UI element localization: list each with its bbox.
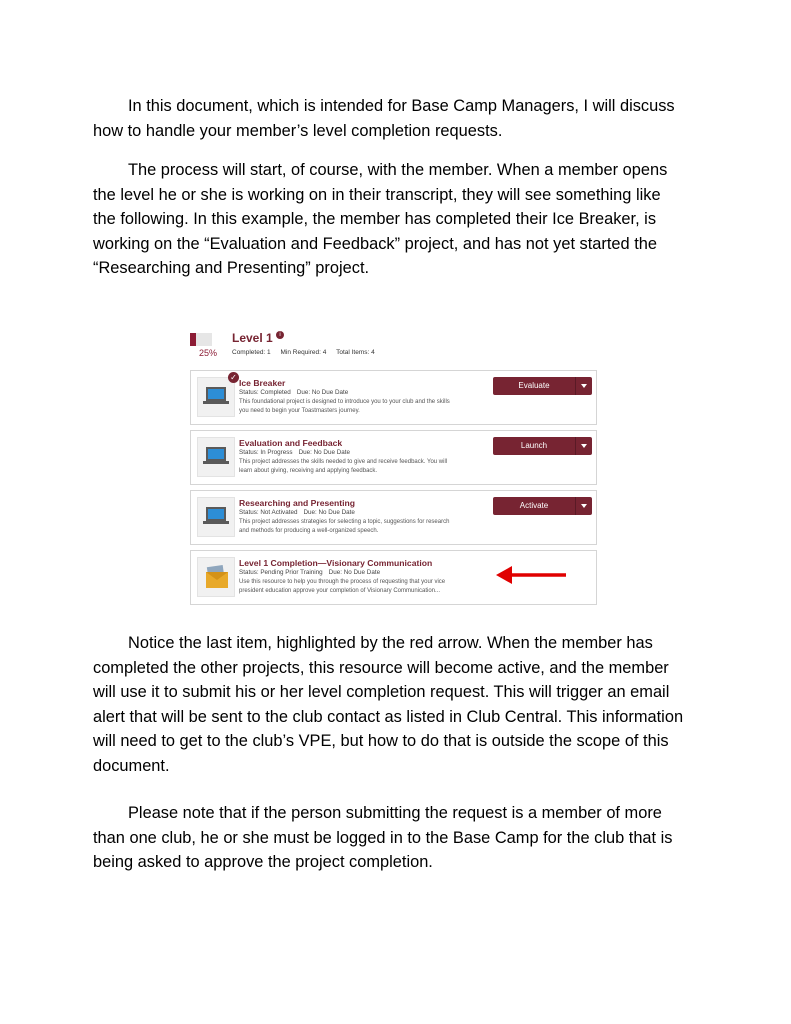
level-stats — [232, 349, 383, 356]
project-card-ice-breaker[interactable] — [190, 370, 597, 425]
launch-button[interactable] — [493, 437, 592, 455]
text-line: Please note that if the person submitting the request is a member of more — [128, 804, 662, 822]
laptop-icon — [197, 377, 235, 417]
check-icon: ✓ — [228, 372, 239, 383]
project-description — [239, 458, 484, 475]
project-status — [239, 509, 355, 516]
desc-line: This project addresses the skills needed to give and receive feedback. You will — [239, 459, 448, 465]
text-line: working on the “Evaluation and Feedback” project, and has not yet started the — [93, 234, 657, 253]
chevron-down-icon[interactable] — [581, 444, 587, 448]
paragraph-note — [93, 801, 713, 875]
status-text: Status: Pending Prior Training — [239, 569, 323, 576]
info-icon[interactable]: i — [276, 331, 284, 339]
chevron-down-icon[interactable] — [581, 504, 587, 508]
desc-line: This foundational project is designed to introduce you to your club and the skills — [239, 399, 450, 405]
button-label: Activate — [519, 501, 549, 510]
project-description — [239, 518, 484, 535]
due-text: Due: No Due Date — [303, 509, 355, 516]
evaluate-button[interactable] — [493, 377, 592, 395]
progress-bar — [190, 333, 212, 346]
project-description — [239, 398, 484, 415]
chevron-down-icon[interactable] — [581, 384, 587, 388]
desc-line: and methods for producing a well-organized speech. — [239, 527, 379, 534]
progress-fill — [190, 333, 196, 346]
desc-line: president education approve your completion of Visionary Communication... — [239, 587, 440, 594]
level-title: Level 1 — [232, 331, 273, 345]
due-text: Due: No Due Date — [298, 449, 351, 456]
project-status — [239, 569, 380, 576]
due-text: Due: No Due Date — [296, 389, 349, 396]
project-status — [239, 449, 350, 456]
text-line: The process will start, of course, with the member. When a member opens — [128, 161, 668, 179]
paragraph-intro — [93, 94, 713, 143]
laptop-icon — [197, 497, 235, 537]
project-title[interactable]: Evaluation and Feedback — [239, 438, 343, 448]
text-line: document. — [93, 756, 170, 775]
text-line: Notice the last item, highlighted by the red arrow. When the member has — [128, 634, 653, 652]
document-folder-icon — [197, 557, 235, 597]
project-description — [239, 578, 484, 595]
activate-button[interactable] — [493, 497, 592, 515]
desc-line: you need to begin your Toastmasters journey. — [239, 407, 360, 414]
stat-min-required: Min Required: 4 — [280, 349, 327, 356]
desc-line: learn about giving, receiving and applying feedback. — [239, 467, 378, 474]
button-label: Launch — [520, 441, 548, 450]
text-line: In this document, which is intended for Base Camp Managers, I will discuss — [128, 97, 675, 115]
text-line: the level he or she is working on in their transcript, they will see something like — [93, 185, 661, 204]
paragraph-process — [93, 158, 713, 281]
project-card-researching-presenting[interactable] — [190, 490, 597, 545]
project-title[interactable]: Ice Breaker — [239, 378, 286, 388]
due-text: Due: No Due Date — [328, 569, 381, 576]
text-line: “Researching and Presenting” project. — [93, 259, 370, 278]
button-label: Evaluate — [518, 381, 550, 390]
text-line: will use it to submit his or her level completion request. This will trigger an email — [93, 683, 670, 702]
text-line: the following. In this example, the member has completed their Ice Breaker, is — [93, 210, 657, 229]
text-line: how to handle your member’s level completion requests. — [93, 121, 503, 140]
level-screenshot — [190, 330, 600, 605]
status-text: Status: In Progress — [239, 449, 293, 456]
laptop-icon — [197, 437, 235, 477]
text-line: completed the other projects, this resource will become active, and the member — [93, 658, 669, 677]
stat-completed: Completed: 1 — [232, 349, 271, 356]
project-card-evaluation-feedback[interactable] — [190, 430, 597, 485]
desc-line: This project addresses strategies for selecting a topic, suggestions for research — [239, 519, 450, 525]
text-line: than one club, he or she must be logged in to the Base Camp for the club that is — [93, 828, 673, 847]
text-line: being asked to approve the project completion. — [93, 853, 433, 872]
status-text: Status: Not Activated — [239, 509, 298, 516]
text-line: alert that will be sent to the club contact as listed in Club Central. This information — [93, 707, 684, 726]
paragraph-notice — [93, 631, 713, 779]
progress-percent: 25% — [199, 348, 218, 358]
level-header — [190, 330, 600, 360]
stat-total-items: Total Items: 4 — [336, 349, 375, 356]
desc-line: Use this resource to help you through the process of requesting that your vice — [239, 579, 446, 585]
status-text: Status: Completed — [239, 389, 291, 396]
red-arrow-icon — [496, 564, 568, 586]
project-status — [239, 389, 348, 396]
project-title[interactable]: Level 1 Completion—Visionary Communication — [239, 558, 433, 568]
text-line: will need to get to the club’s VPE, but how to do that is outside the scope of this — [93, 732, 669, 751]
project-title[interactable]: Researching and Presenting — [239, 498, 356, 508]
